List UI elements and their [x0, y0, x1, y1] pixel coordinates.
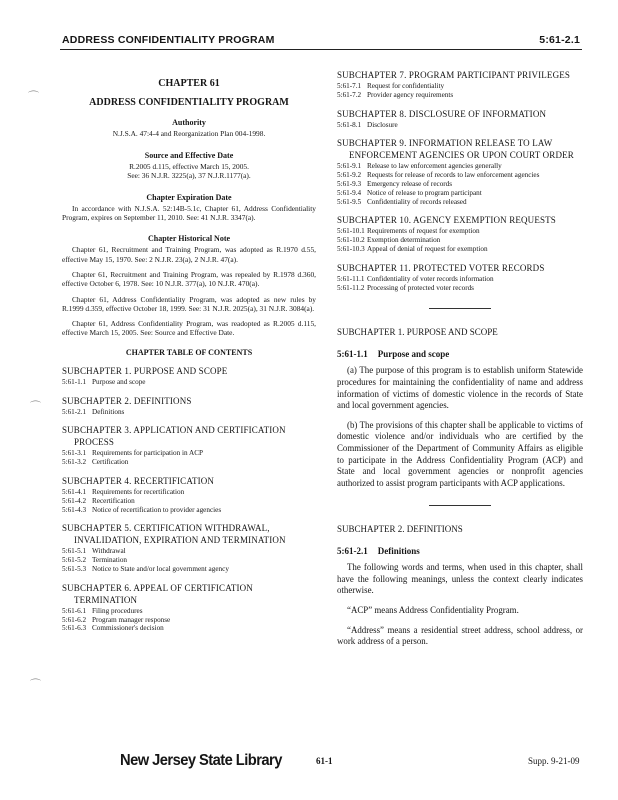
toc-section-number: 5:61-5.1 [62, 547, 87, 556]
toc-subchapter: SUBCHAPTER 2. DEFINITIONS [62, 395, 192, 406]
toc-subchapter: SUBCHAPTER 10. AGENCY EXEMPTION REQUESTS [337, 215, 556, 226]
library-logo: New Jersey State Library [120, 752, 282, 769]
rule-title: Purpose and scope [377, 349, 450, 360]
toc-section-number: 5:61-3.2 [62, 458, 87, 467]
running-head-title: ADDRESS CONFIDENTIALITY PROGRAM [62, 34, 275, 46]
toc-section-title: Requirements for recertification [92, 487, 185, 496]
authority-text: N.J.S.A. 47:4-4 and Reorganization Plan 004-1998. [112, 129, 266, 138]
running-head [62, 34, 580, 46]
toc-section-row [337, 275, 583, 284]
rule-number: 5:61-1.1 [337, 349, 368, 360]
toc-subchapter: SUBCHAPTER 8. DISCLOSURE OF INFORMATION [337, 108, 547, 119]
toc-section-title: Release to law enforcement agencies generally [367, 162, 502, 171]
toc-section-row [62, 547, 316, 556]
toc-section-number: 5:61-4.2 [62, 496, 87, 505]
section-divider [429, 308, 491, 309]
toc-section-number: 5:61-11.2 [337, 283, 365, 292]
toc-section-number: 5:61-7.1 [337, 82, 362, 90]
toc-section-number: 5:61-10.3 [337, 244, 365, 253]
toc-section-row [337, 189, 583, 198]
source-heading: Source and Effective Date [144, 150, 234, 160]
toc-subchapter: SUBCHAPTER 4. RECERTIFICATION [62, 475, 215, 486]
toc-section-number: 5:61-2.1 [62, 407, 87, 416]
toc-section-number: 5:61-9.3 [337, 179, 362, 188]
chapter-number: CHAPTER 61 [158, 78, 220, 89]
toc-section-number: 5:61-4.1 [62, 487, 87, 496]
toc-section-row [62, 497, 316, 506]
toc-section-row [62, 565, 316, 574]
toc-subchapter-continued: ENFORCEMENT AGENCIES OR UPON COURT ORDER [349, 150, 574, 161]
subchapter-heading: SUBCHAPTER 1. PURPOSE AND SCOPE [337, 327, 498, 338]
toc-section-row [62, 378, 316, 387]
toc-section-number: 5:61-6.3 [62, 624, 87, 633]
toc-section-row [62, 556, 316, 565]
toc-subchapter: SUBCHAPTER 9. INFORMATION RELEASE TO LAW [337, 138, 553, 149]
definition-address: “Address” means a residential street address, school address, or work address of a person. [337, 624, 583, 647]
toc-subchapter: SUBCHAPTER 1. PURPOSE AND SCOPE [62, 365, 228, 376]
toc-section-number: 5:61-5.3 [62, 564, 87, 573]
page-number: 61-1 [316, 756, 333, 766]
toc-section-row [337, 284, 583, 293]
toc-section-title: Notice of recertification to provider agencies [92, 505, 222, 514]
toc-subchapter-continued: INVALIDATION, EXPIRATION AND TERMINATION [74, 535, 286, 546]
scan-mark: ⌒ [30, 401, 41, 413]
toc-section-number: 5:61-8.1 [337, 120, 362, 129]
toc-section-title: Requirements for participation in ACP [92, 449, 203, 458]
toc-section-row [62, 616, 316, 625]
historical-heading: Chapter Historical Note [147, 234, 231, 244]
running-head-section: 5:61-2.1 [539, 34, 580, 46]
toc-section-title: Notice to State and/or local government agency [92, 564, 229, 573]
rule-paragraph: (a) The purpose of this program is to establish uniform Statewide procedures for maintaining the confidentiality of name and address information of victims of domestic violence in the records of State and local government agencies. [337, 365, 583, 411]
toc-section-title: Termination [92, 556, 128, 565]
toc-section-number: 5:61-9.5 [337, 197, 362, 206]
toc-section-number: 5:61-7.2 [337, 90, 362, 99]
toc-section-row [62, 624, 316, 633]
toc-section-row [62, 488, 316, 497]
toc-left [62, 366, 316, 633]
toc-section-number: 5:61-3.1 [62, 449, 87, 458]
toc-section-row [337, 198, 583, 207]
authority-heading: Authority [172, 118, 206, 127]
scan-mark: ⌒ [28, 91, 39, 103]
rule-paragraph: The following words and terms, when used in this chapter, shall have the following meanings, unless the context clearly indicates otherwise. [337, 562, 583, 596]
source-line: See: 36 N.J.R. 3225(a), 37 N.J.R.1177(a). [127, 171, 251, 181]
toc-section-row [62, 458, 316, 467]
toc-section-number: 5:61-6.2 [62, 615, 87, 624]
toc-section-title: Notice of release to program participant [367, 188, 482, 197]
toc-section-title: Certification [92, 458, 129, 467]
rule-heading [337, 349, 583, 359]
toc-section-title: Program manager response [92, 615, 171, 624]
toc-section-row [337, 162, 583, 171]
chapter-title: ADDRESS CONFIDENTIALITY PROGRAM [89, 97, 289, 108]
toc-section-row [337, 245, 583, 254]
toc-section-number: 5:61-5.2 [62, 556, 87, 565]
toc-section-title: Processing of protected voter records [367, 283, 474, 292]
supplement-date: Supp. 9-21-09 [528, 756, 580, 766]
toc-section-row [62, 506, 316, 515]
subchapter-heading: SUBCHAPTER 2. DEFINITIONS [337, 524, 463, 535]
rule-heading [337, 546, 583, 556]
toc-section-title: Withdrawal [92, 547, 126, 556]
toc-section-title: Request for confidentiality [367, 82, 445, 90]
toc-section-row [62, 607, 316, 616]
toc-subchapter: SUBCHAPTER 5. CERTIFICATION WITHDRAWAL, [62, 523, 270, 534]
header-rule [60, 49, 582, 50]
historical-note: Chapter 61, Recruitment and Training Program, was repealed by R.1978 d.360, effective October 6, 1978. See: 10 N.J.R. 377(a), 10 N.J.R. 470(a). [62, 269, 316, 289]
rule-paragraph: (b) The provisions of this chapter shall be applicable to victims of domestic violence and/or individuals who are certified by the Commissioner of the Department of Community Affairs as eligible to participate in the Address Confidentiality Program (ACP) and State and local government agencies or nonprofit agencies authorized to assist program participants with ACP applications. [337, 419, 583, 488]
toc-section-title: Emergency release of records [367, 179, 453, 188]
toc-section-title: Definitions [92, 407, 125, 416]
left-column [62, 76, 316, 633]
toc-subchapter: SUBCHAPTER 11. PROTECTED VOTER RECORDS [337, 262, 545, 273]
historical-note: Chapter 61, Address Confidentiality Program, was readopted as R.2005 d.115, effective March 15, 2005. See: Source and Effective Date. [62, 319, 316, 338]
expiration-heading: Chapter Expiration Date [146, 192, 232, 202]
historical-note: Chapter 61, Recruitment and Training Program, was adopted as R.1970 d.55, effective May 15, 1970. See: 2 N.J.R. 23(a), 2 N.J.R. 47(a). [62, 245, 316, 264]
toc-heading: CHAPTER TABLE OF CONTENTS [125, 347, 253, 357]
toc-section-title: Requirements of request for exemption [367, 227, 480, 236]
rule-title: Definitions [377, 546, 420, 557]
toc-subchapter: SUBCHAPTER 7. PROGRAM PARTICIPANT PRIVILEGES [337, 70, 571, 80]
toc-subchapter: SUBCHAPTER 3. APPLICATION AND CERTIFICATION [62, 425, 286, 436]
toc-section-row [62, 408, 316, 417]
toc-subchapter-continued: PROCESS [74, 437, 115, 448]
toc-section-row [337, 121, 583, 130]
toc-section-number: 5:61-9.4 [337, 188, 362, 197]
toc-section-title: Confidentiality of records released [367, 197, 467, 206]
toc-section-row [62, 449, 316, 458]
toc-section-title: Commissioner's decision [92, 624, 164, 633]
rule-number: 5:61-2.1 [337, 546, 368, 557]
toc-section-row [337, 91, 583, 100]
toc-section-title: Purpose and scope [92, 377, 146, 386]
section-divider [429, 505, 491, 506]
expiration-text: In accordance with N.J.S.A. 52:14B-5.1c, Chapter 61, Address Confidentiality Program, expires on September 11, 2010. See: 41 N.J.R. 3347(a). [62, 203, 316, 223]
toc-section-number: 5:61-10.1 [337, 227, 365, 236]
toc-section-number: 5:61-9.1 [337, 162, 362, 171]
toc-section-number: 5:61-1.1 [62, 377, 87, 386]
toc-section-title: Exemption determination [367, 236, 441, 245]
toc-subchapter: SUBCHAPTER 6. APPEAL OF CERTIFICATION [62, 582, 253, 593]
toc-section-number: 5:61-10.2 [337, 236, 365, 245]
toc-section-number: 5:61-9.2 [337, 171, 362, 180]
toc-section-number: 5:61-6.1 [62, 606, 87, 615]
toc-section-number: 5:61-11.1 [337, 274, 365, 283]
scan-mark: ⌒ [30, 679, 41, 691]
definition-acp: “ACP” means Address Confidentiality Program. [347, 605, 519, 616]
toc-subchapter-continued: TERMINATION [74, 594, 138, 605]
toc-section-title: Filing procedures [92, 606, 143, 615]
toc-section-title: Recertification [92, 496, 135, 505]
toc-section-title: Appeal of denial of request for exemption [367, 244, 488, 253]
toc-section-title: Requests for release of records to law enforcement agencies [367, 171, 540, 180]
toc-section-title: Confidentiality of voter records information [367, 274, 494, 283]
toc-right [337, 70, 583, 292]
toc-section-row [337, 180, 583, 189]
toc-section-row [337, 171, 583, 180]
historical-note: Chapter 61, Address Confidentiality Program, was adopted as new rules by R.1999 d.359, effective October 18, 1999. See: 31 N.J.R. 2025(a), 31 N.J.R. 3084(a). [62, 294, 316, 313]
toc-section-title: Provider agency requirements [367, 90, 454, 99]
toc-section-title: Disclosure [367, 120, 398, 129]
source-line: R.2005 d.115, effective March 15, 2005. [129, 161, 249, 171]
toc-section-row [337, 236, 583, 245]
right-column [337, 70, 583, 656]
toc-section-row [337, 82, 583, 91]
toc-section-number: 5:61-4.3 [62, 505, 87, 514]
toc-section-row [337, 227, 583, 236]
